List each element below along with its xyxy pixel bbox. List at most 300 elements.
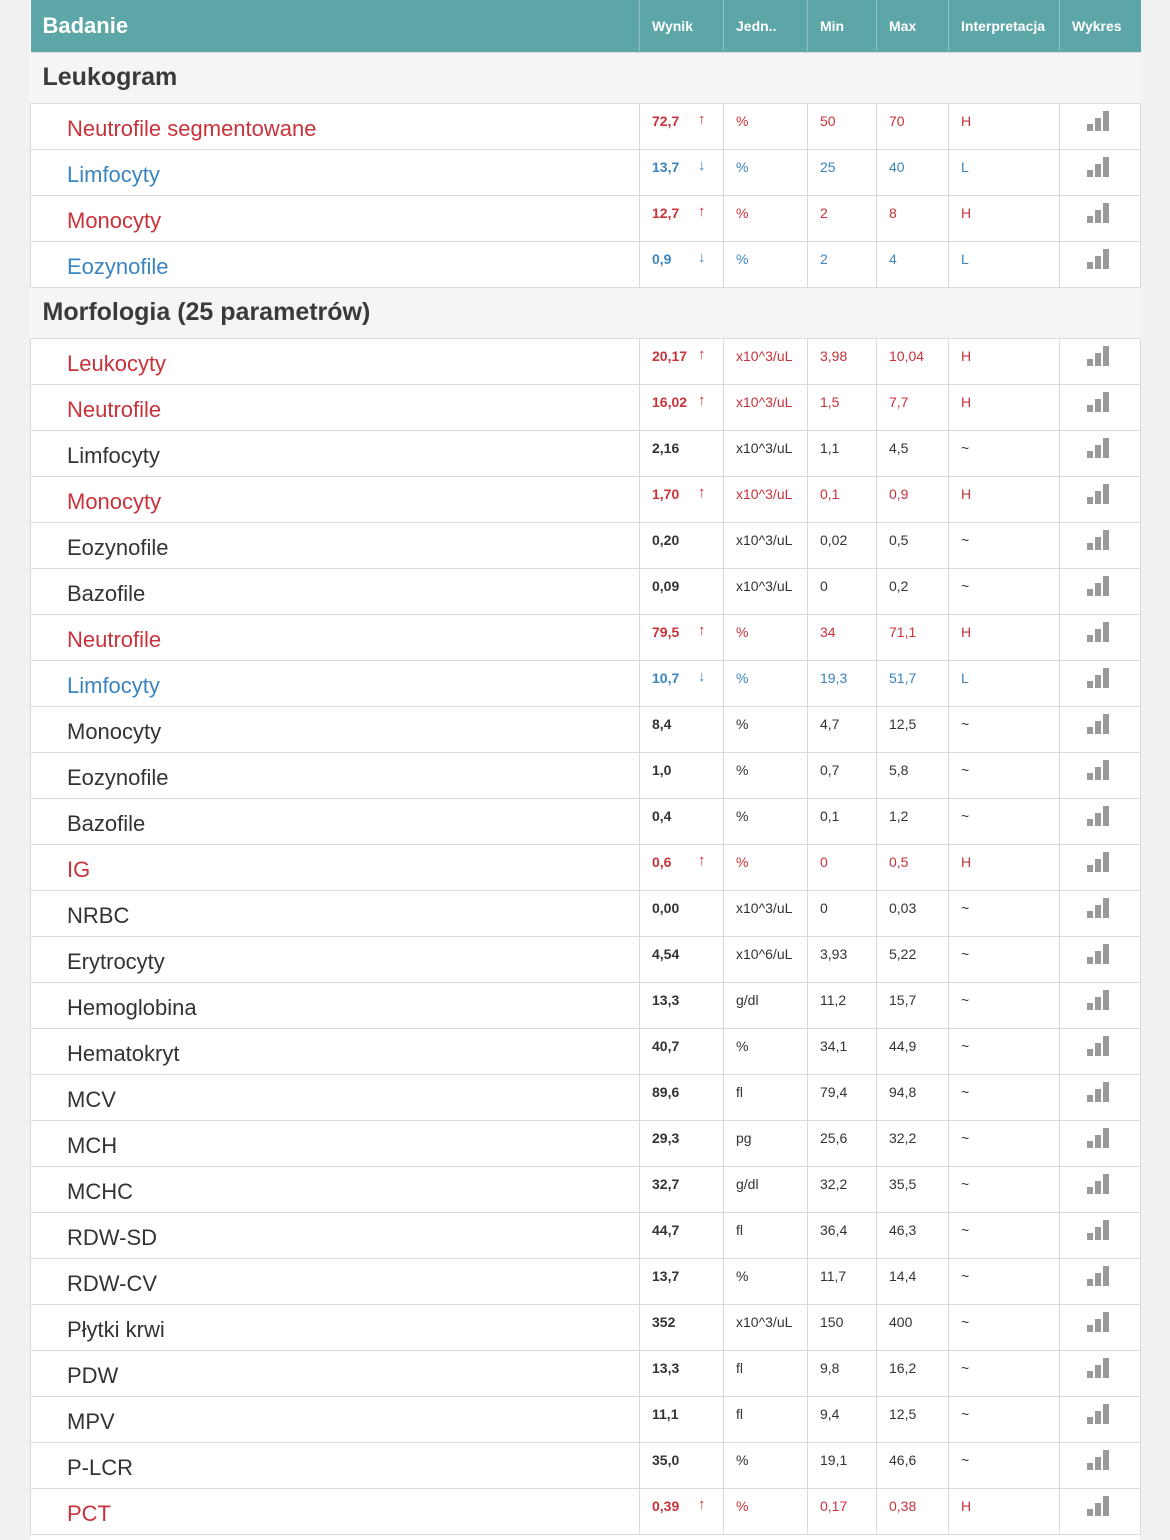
bar-chart-icon-bar (1087, 1417, 1093, 1424)
bar-chart-icon-bar (1103, 157, 1109, 177)
interpretation-value: ~ (949, 1258, 1060, 1304)
bar-chart-icon[interactable] (1087, 1450, 1111, 1470)
chart-cell[interactable] (1060, 338, 1141, 384)
bar-chart-icon[interactable] (1087, 1266, 1111, 1286)
min-value: 0,7 (808, 752, 877, 798)
bar-chart-icon-bar (1095, 1089, 1101, 1102)
header-wykres[interactable]: Wykres (1060, 0, 1141, 52)
arrow-down-icon: ↓ (698, 667, 706, 685)
table-row[interactable] (31, 798, 1141, 844)
chart-cell[interactable] (1060, 660, 1141, 706)
chart-cell[interactable] (1060, 568, 1141, 614)
bar-chart-icon[interactable] (1087, 111, 1111, 131)
test-name-link[interactable]: Neutrofile (31, 614, 640, 660)
result-cell (640, 1166, 724, 1212)
bar-chart-icon-bar (1095, 1227, 1101, 1240)
result-value: 13,3 (652, 1359, 680, 1376)
result-cell (640, 936, 724, 982)
table-row[interactable] (31, 844, 1141, 890)
table-row[interactable] (31, 430, 1141, 476)
bar-chart-icon-bar (1095, 675, 1101, 688)
results-table (30, 0, 1141, 1535)
unit-value: % (724, 798, 808, 844)
table-row[interactable] (31, 752, 1141, 798)
arrow-up-icon: ↑ (698, 483, 706, 501)
table-row[interactable] (31, 1258, 1141, 1304)
test-name-link[interactable]: IG (31, 844, 640, 890)
bar-chart-icon[interactable] (1087, 1496, 1111, 1516)
table-row[interactable] (31, 1120, 1141, 1166)
max-value: 5,22 (877, 936, 949, 982)
section-header (31, 287, 1141, 338)
bar-chart-icon[interactable] (1087, 1082, 1111, 1102)
interpretation-value: ~ (949, 1442, 1060, 1488)
bar-chart-icon-bar (1095, 1181, 1101, 1194)
section-title: Leukogram (31, 52, 1141, 103)
result-cell (640, 890, 724, 936)
bar-chart-icon[interactable] (1087, 1220, 1111, 1240)
chart-cell[interactable] (1060, 476, 1141, 522)
bar-chart-icon-bar (1087, 727, 1093, 734)
bar-chart-icon[interactable] (1087, 898, 1111, 918)
bar-chart-icon-bar (1103, 1036, 1109, 1056)
arrow-up-icon: ↑ (698, 621, 706, 639)
bar-chart-icon[interactable] (1087, 760, 1111, 780)
chart-cell[interactable] (1060, 384, 1141, 430)
table-row[interactable] (31, 706, 1141, 752)
table-row[interactable] (31, 660, 1141, 706)
test-name-link[interactable]: PCT (31, 1488, 640, 1534)
max-value: 94,8 (877, 1074, 949, 1120)
bar-chart-icon-bar (1103, 668, 1109, 688)
bar-chart-icon-bar (1087, 681, 1093, 688)
chart-cell[interactable] (1060, 890, 1141, 936)
test-name-link[interactable]: NRBC (31, 890, 640, 936)
result-cell (640, 982, 724, 1028)
test-name-link[interactable]: MCV (31, 1074, 640, 1120)
header-badanie[interactable]: Badanie (42, 12, 129, 38)
interpretation-value: ~ (949, 1396, 1060, 1442)
test-name-link[interactable]: Eozynofile (31, 522, 640, 568)
bar-chart-icon[interactable] (1087, 438, 1111, 458)
unit-value: % (724, 752, 808, 798)
result-cell (640, 1120, 724, 1166)
chart-cell[interactable] (1060, 1350, 1141, 1396)
interpretation-value: H (949, 195, 1060, 241)
result-cell (640, 241, 724, 287)
bar-chart-icon-bar (1103, 622, 1109, 642)
bar-chart-icon-bar (1095, 583, 1101, 596)
bar-chart-icon-bar (1087, 1003, 1093, 1010)
result-cell (640, 338, 724, 384)
header-max[interactable]: Max (877, 0, 949, 52)
test-name-link[interactable]: MCH (31, 1120, 640, 1166)
chart-cell[interactable] (1060, 149, 1141, 195)
max-value: 46,6 (877, 1442, 949, 1488)
result-value: 11,1 (652, 1405, 679, 1422)
interpretation-value: ~ (949, 522, 1060, 568)
table-row[interactable] (31, 614, 1141, 660)
arrow-up-icon: ↑ (698, 345, 706, 363)
min-value: 0 (808, 890, 877, 936)
table-row[interactable] (31, 1074, 1141, 1120)
interpretation-value: ~ (949, 890, 1060, 936)
chart-cell[interactable] (1060, 1166, 1141, 1212)
min-value: 19,1 (808, 1442, 877, 1488)
bar-chart-icon-bar (1095, 445, 1101, 458)
chart-cell[interactable] (1060, 103, 1141, 149)
bar-chart-icon-bar (1103, 990, 1109, 1010)
bar-chart-icon-bar (1103, 760, 1109, 780)
bar-chart-icon-bar (1087, 1509, 1093, 1516)
bar-chart-icon-bar (1103, 1128, 1109, 1148)
bar-chart-icon-bar (1103, 1220, 1109, 1240)
chart-cell[interactable] (1060, 241, 1141, 287)
bar-chart-icon-bar (1095, 1273, 1101, 1286)
bar-chart-icon[interactable] (1087, 668, 1111, 688)
table-row[interactable] (31, 149, 1141, 195)
table-row[interactable] (31, 1212, 1141, 1258)
chart-cell[interactable] (1060, 1028, 1141, 1074)
bar-chart-icon-bar (1087, 773, 1093, 780)
bar-chart-icon[interactable] (1087, 1128, 1111, 1148)
test-name-link[interactable]: Limfocyty (31, 660, 640, 706)
header-wynik[interactable]: Wynik (640, 0, 724, 52)
unit-value: % (724, 149, 808, 195)
test-name-link[interactable]: Erytrocyty (31, 936, 640, 982)
bar-chart-icon-bar (1087, 216, 1093, 223)
result-cell (640, 1442, 724, 1488)
max-value: 0,5 (877, 844, 949, 890)
chart-cell[interactable] (1060, 1488, 1141, 1534)
table-row[interactable] (31, 1442, 1141, 1488)
test-name-link[interactable]: Monocyty (31, 706, 640, 752)
interpretation-value: ~ (949, 982, 1060, 1028)
test-name-link[interactable]: Bazofile (31, 568, 640, 614)
result-cell (640, 706, 724, 752)
bar-chart-icon-bar (1087, 1095, 1093, 1102)
test-name-link[interactable]: Eozynofile (31, 752, 640, 798)
header-jednostka[interactable]: Jedn.. (724, 0, 808, 52)
unit-value: % (724, 103, 808, 149)
chart-cell[interactable] (1060, 844, 1141, 890)
table-row[interactable] (31, 936, 1141, 982)
chart-cell[interactable] (1060, 706, 1141, 752)
test-name-link[interactable]: Limfocyty (31, 149, 640, 195)
min-value: 25,6 (808, 1120, 877, 1166)
test-name-link[interactable]: Neutrofile segmentowane (31, 103, 640, 149)
max-value: 32,2 (877, 1120, 949, 1166)
unit-value: fl (724, 1350, 808, 1396)
bar-chart-icon-bar (1103, 944, 1109, 964)
bar-chart-icon[interactable] (1087, 622, 1111, 642)
bar-chart-icon-bar (1095, 767, 1101, 780)
bar-chart-icon-bar (1095, 1319, 1101, 1332)
max-value: 46,3 (877, 1212, 949, 1258)
chart-cell[interactable] (1060, 614, 1141, 660)
result-value: 13,7 (652, 158, 680, 175)
chart-cell[interactable] (1060, 195, 1141, 241)
result-cell (640, 384, 724, 430)
test-name-link[interactable]: Płytki krwi (31, 1304, 640, 1350)
table-row[interactable] (31, 1028, 1141, 1074)
bar-chart-icon[interactable] (1087, 576, 1111, 596)
bar-chart-icon-bar (1103, 484, 1109, 504)
interpretation-value: ~ (949, 752, 1060, 798)
result-cell (640, 1028, 724, 1074)
chart-cell[interactable] (1060, 936, 1141, 982)
bar-chart-icon[interactable] (1087, 203, 1111, 223)
chart-cell[interactable] (1060, 1396, 1141, 1442)
max-value: 8 (877, 195, 949, 241)
min-value: 2 (808, 195, 877, 241)
result-cell (640, 430, 724, 476)
bar-chart-icon-bar (1095, 1411, 1101, 1424)
bar-chart-icon[interactable] (1087, 484, 1111, 504)
header-interpretacja[interactable]: Interpretacja (949, 0, 1060, 52)
unit-value: % (724, 1028, 808, 1074)
bar-chart-icon-bar (1103, 1266, 1109, 1286)
table-row[interactable] (31, 338, 1141, 384)
bar-chart-icon-bar (1095, 951, 1101, 964)
bar-chart-icon-bar (1095, 905, 1101, 918)
result-cell (640, 1396, 724, 1442)
chart-cell[interactable] (1060, 1212, 1141, 1258)
min-value: 150 (808, 1304, 877, 1350)
bar-chart-icon-bar (1087, 497, 1093, 504)
chart-cell[interactable] (1060, 1442, 1141, 1488)
bar-chart-icon-bar (1087, 124, 1093, 131)
result-value: 0,09 (652, 577, 680, 594)
bar-chart-icon-bar (1087, 819, 1093, 826)
result-value: 0,9 (652, 250, 672, 267)
interpretation-value: ~ (949, 1304, 1060, 1350)
bar-chart-icon[interactable] (1087, 392, 1111, 412)
table-body (31, 52, 1141, 1534)
bar-chart-icon[interactable] (1087, 1404, 1111, 1424)
result-value: 8,4 (652, 715, 672, 732)
bar-chart-icon-bar (1087, 589, 1093, 596)
interpretation-value: H (949, 338, 1060, 384)
interpretation-value: ~ (949, 430, 1060, 476)
bar-chart-icon[interactable] (1087, 714, 1111, 734)
test-name-link[interactable]: RDW-SD (31, 1212, 640, 1258)
bar-chart-icon-bar (1095, 997, 1101, 1010)
min-value: 0,02 (808, 522, 877, 568)
chart-cell[interactable] (1060, 430, 1141, 476)
unit-value: fl (724, 1212, 808, 1258)
table-row[interactable] (31, 1488, 1141, 1534)
table-row[interactable] (31, 568, 1141, 614)
result-cell (640, 1488, 724, 1534)
bar-chart-icon-bar (1103, 714, 1109, 734)
table-row[interactable] (31, 476, 1141, 522)
unit-value: % (724, 241, 808, 287)
table-row[interactable] (31, 890, 1141, 936)
bar-chart-icon-bar (1103, 346, 1109, 366)
bar-chart-icon-bar (1087, 405, 1093, 412)
chart-cell[interactable] (1060, 1258, 1141, 1304)
bar-chart-icon-bar (1087, 635, 1093, 642)
max-value: 44,9 (877, 1028, 949, 1074)
max-value: 40 (877, 149, 949, 195)
bar-chart-icon[interactable] (1087, 944, 1111, 964)
result-cell (640, 522, 724, 568)
chart-cell[interactable] (1060, 798, 1141, 844)
result-cell (640, 1212, 724, 1258)
result-cell (640, 149, 724, 195)
section-header (31, 52, 1141, 103)
test-name-link[interactable]: Hematokryt (31, 1028, 640, 1074)
min-value: 9,8 (808, 1350, 877, 1396)
test-name-link[interactable]: Eozynofile (31, 241, 640, 287)
table-row[interactable] (31, 195, 1141, 241)
bar-chart-icon-bar (1103, 203, 1109, 223)
bar-chart-icon-bar (1095, 210, 1101, 223)
min-value: 0,1 (808, 798, 877, 844)
test-name-link[interactable]: P-LCR (31, 1442, 640, 1488)
interpretation-value: ~ (949, 798, 1060, 844)
test-name-link[interactable]: Neutrofile (31, 384, 640, 430)
bar-chart-icon[interactable] (1087, 1036, 1111, 1056)
test-name-link[interactable]: Bazofile (31, 798, 640, 844)
max-value: 12,5 (877, 1396, 949, 1442)
bar-chart-icon-bar (1087, 1187, 1093, 1194)
min-value: 34 (808, 614, 877, 660)
result-value: 32,7 (652, 1175, 680, 1192)
bar-chart-icon[interactable] (1087, 157, 1111, 177)
table-row[interactable] (31, 1396, 1141, 1442)
table-row[interactable] (31, 1350, 1141, 1396)
table-row[interactable] (31, 103, 1141, 149)
chart-cell[interactable] (1060, 752, 1141, 798)
bar-chart-icon-bar (1087, 1371, 1093, 1378)
min-value: 50 (808, 103, 877, 149)
test-name-link[interactable]: Monocyty (31, 476, 640, 522)
chart-cell[interactable] (1060, 1074, 1141, 1120)
bar-chart-icon[interactable] (1087, 249, 1111, 269)
unit-value: fl (724, 1396, 808, 1442)
interpretation-value: H (949, 103, 1060, 149)
bar-chart-icon-bar (1087, 957, 1093, 964)
unit-value: % (724, 1258, 808, 1304)
interpretation-value: ~ (949, 1350, 1060, 1396)
min-value: 2 (808, 241, 877, 287)
result-cell (640, 476, 724, 522)
table-row[interactable] (31, 1166, 1141, 1212)
result-value: 29,3 (652, 1129, 680, 1146)
test-name-link[interactable]: MPV (31, 1396, 640, 1442)
max-value: 0,38 (877, 1488, 949, 1534)
unit-value: x10^3/uL (724, 890, 808, 936)
table-row[interactable] (31, 982, 1141, 1028)
bar-chart-icon-bar (1095, 164, 1101, 177)
bar-chart-icon-bar (1095, 813, 1101, 826)
table-row[interactable] (31, 384, 1141, 430)
unit-value: g/dl (724, 982, 808, 1028)
chart-cell[interactable] (1060, 1304, 1141, 1350)
table-row[interactable] (31, 522, 1141, 568)
bar-chart-icon[interactable] (1087, 852, 1111, 872)
arrow-up-icon: ↑ (698, 202, 706, 220)
test-name-link[interactable]: Hemoglobina (31, 982, 640, 1028)
unit-value: x10^3/uL (724, 430, 808, 476)
bar-chart-icon-bar (1103, 1174, 1109, 1194)
min-value: 25 (808, 149, 877, 195)
header-min[interactable]: Min (808, 0, 877, 52)
unit-value: pg (724, 1120, 808, 1166)
chart-cell[interactable] (1060, 522, 1141, 568)
chart-cell[interactable] (1060, 982, 1141, 1028)
max-value: 35,5 (877, 1166, 949, 1212)
result-value: 40,7 (652, 1037, 680, 1054)
result-value: 12,7 (652, 204, 680, 221)
test-name-link[interactable]: PDW (31, 1350, 640, 1396)
bar-chart-icon-bar (1087, 170, 1093, 177)
table-row[interactable] (31, 241, 1141, 287)
test-name-link[interactable]: Leukocyty (31, 338, 640, 384)
bar-chart-icon-bar (1087, 543, 1093, 550)
result-value: 1,0 (652, 761, 672, 778)
min-value: 34,1 (808, 1028, 877, 1074)
bar-chart-icon-bar (1087, 1279, 1093, 1286)
interpretation-value: ~ (949, 1212, 1060, 1258)
arrow-up-icon: ↑ (698, 1495, 706, 1513)
bar-chart-icon[interactable] (1087, 530, 1111, 550)
bar-chart-icon[interactable] (1087, 806, 1111, 826)
result-cell (640, 798, 724, 844)
min-value: 4,7 (808, 706, 877, 752)
arrow-up-icon: ↑ (698, 851, 706, 869)
unit-value: % (724, 1442, 808, 1488)
unit-value: % (724, 660, 808, 706)
max-value: 5,8 (877, 752, 949, 798)
test-name-link[interactable]: MCHC (31, 1166, 640, 1212)
result-cell (640, 1074, 724, 1120)
bar-chart-icon-bar (1087, 262, 1093, 269)
result-cell (640, 568, 724, 614)
bar-chart-icon-bar (1103, 530, 1109, 550)
bar-chart-icon[interactable] (1087, 990, 1111, 1010)
bar-chart-icon-bar (1103, 392, 1109, 412)
bar-chart-icon-bar (1103, 1450, 1109, 1470)
result-cell (640, 195, 724, 241)
test-name-link[interactable]: RDW-CV (31, 1258, 640, 1304)
max-value: 71,1 (877, 614, 949, 660)
bar-chart-icon[interactable] (1087, 1358, 1111, 1378)
min-value: 9,4 (808, 1396, 877, 1442)
min-value: 1,1 (808, 430, 877, 476)
min-value: 3,98 (808, 338, 877, 384)
result-value: 20,17 (652, 347, 688, 364)
bar-chart-icon[interactable] (1087, 1312, 1111, 1332)
bar-chart-icon-bar (1095, 1135, 1101, 1148)
min-value: 0 (808, 568, 877, 614)
bar-chart-icon-bar (1095, 859, 1101, 872)
arrow-down-icon: ↓ (698, 156, 706, 174)
bar-chart-icon-bar (1095, 629, 1101, 642)
bar-chart-icon[interactable] (1087, 1174, 1111, 1194)
bar-chart-icon[interactable] (1087, 346, 1111, 366)
bar-chart-icon-bar (1103, 806, 1109, 826)
min-value: 0 (808, 844, 877, 890)
interpretation-value: ~ (949, 1120, 1060, 1166)
result-value: 72,7 (652, 112, 680, 129)
chart-cell[interactable] (1060, 1120, 1141, 1166)
test-name-link[interactable]: Monocyty (31, 195, 640, 241)
test-name-link[interactable]: Limfocyty (31, 430, 640, 476)
table-row[interactable] (31, 1304, 1141, 1350)
